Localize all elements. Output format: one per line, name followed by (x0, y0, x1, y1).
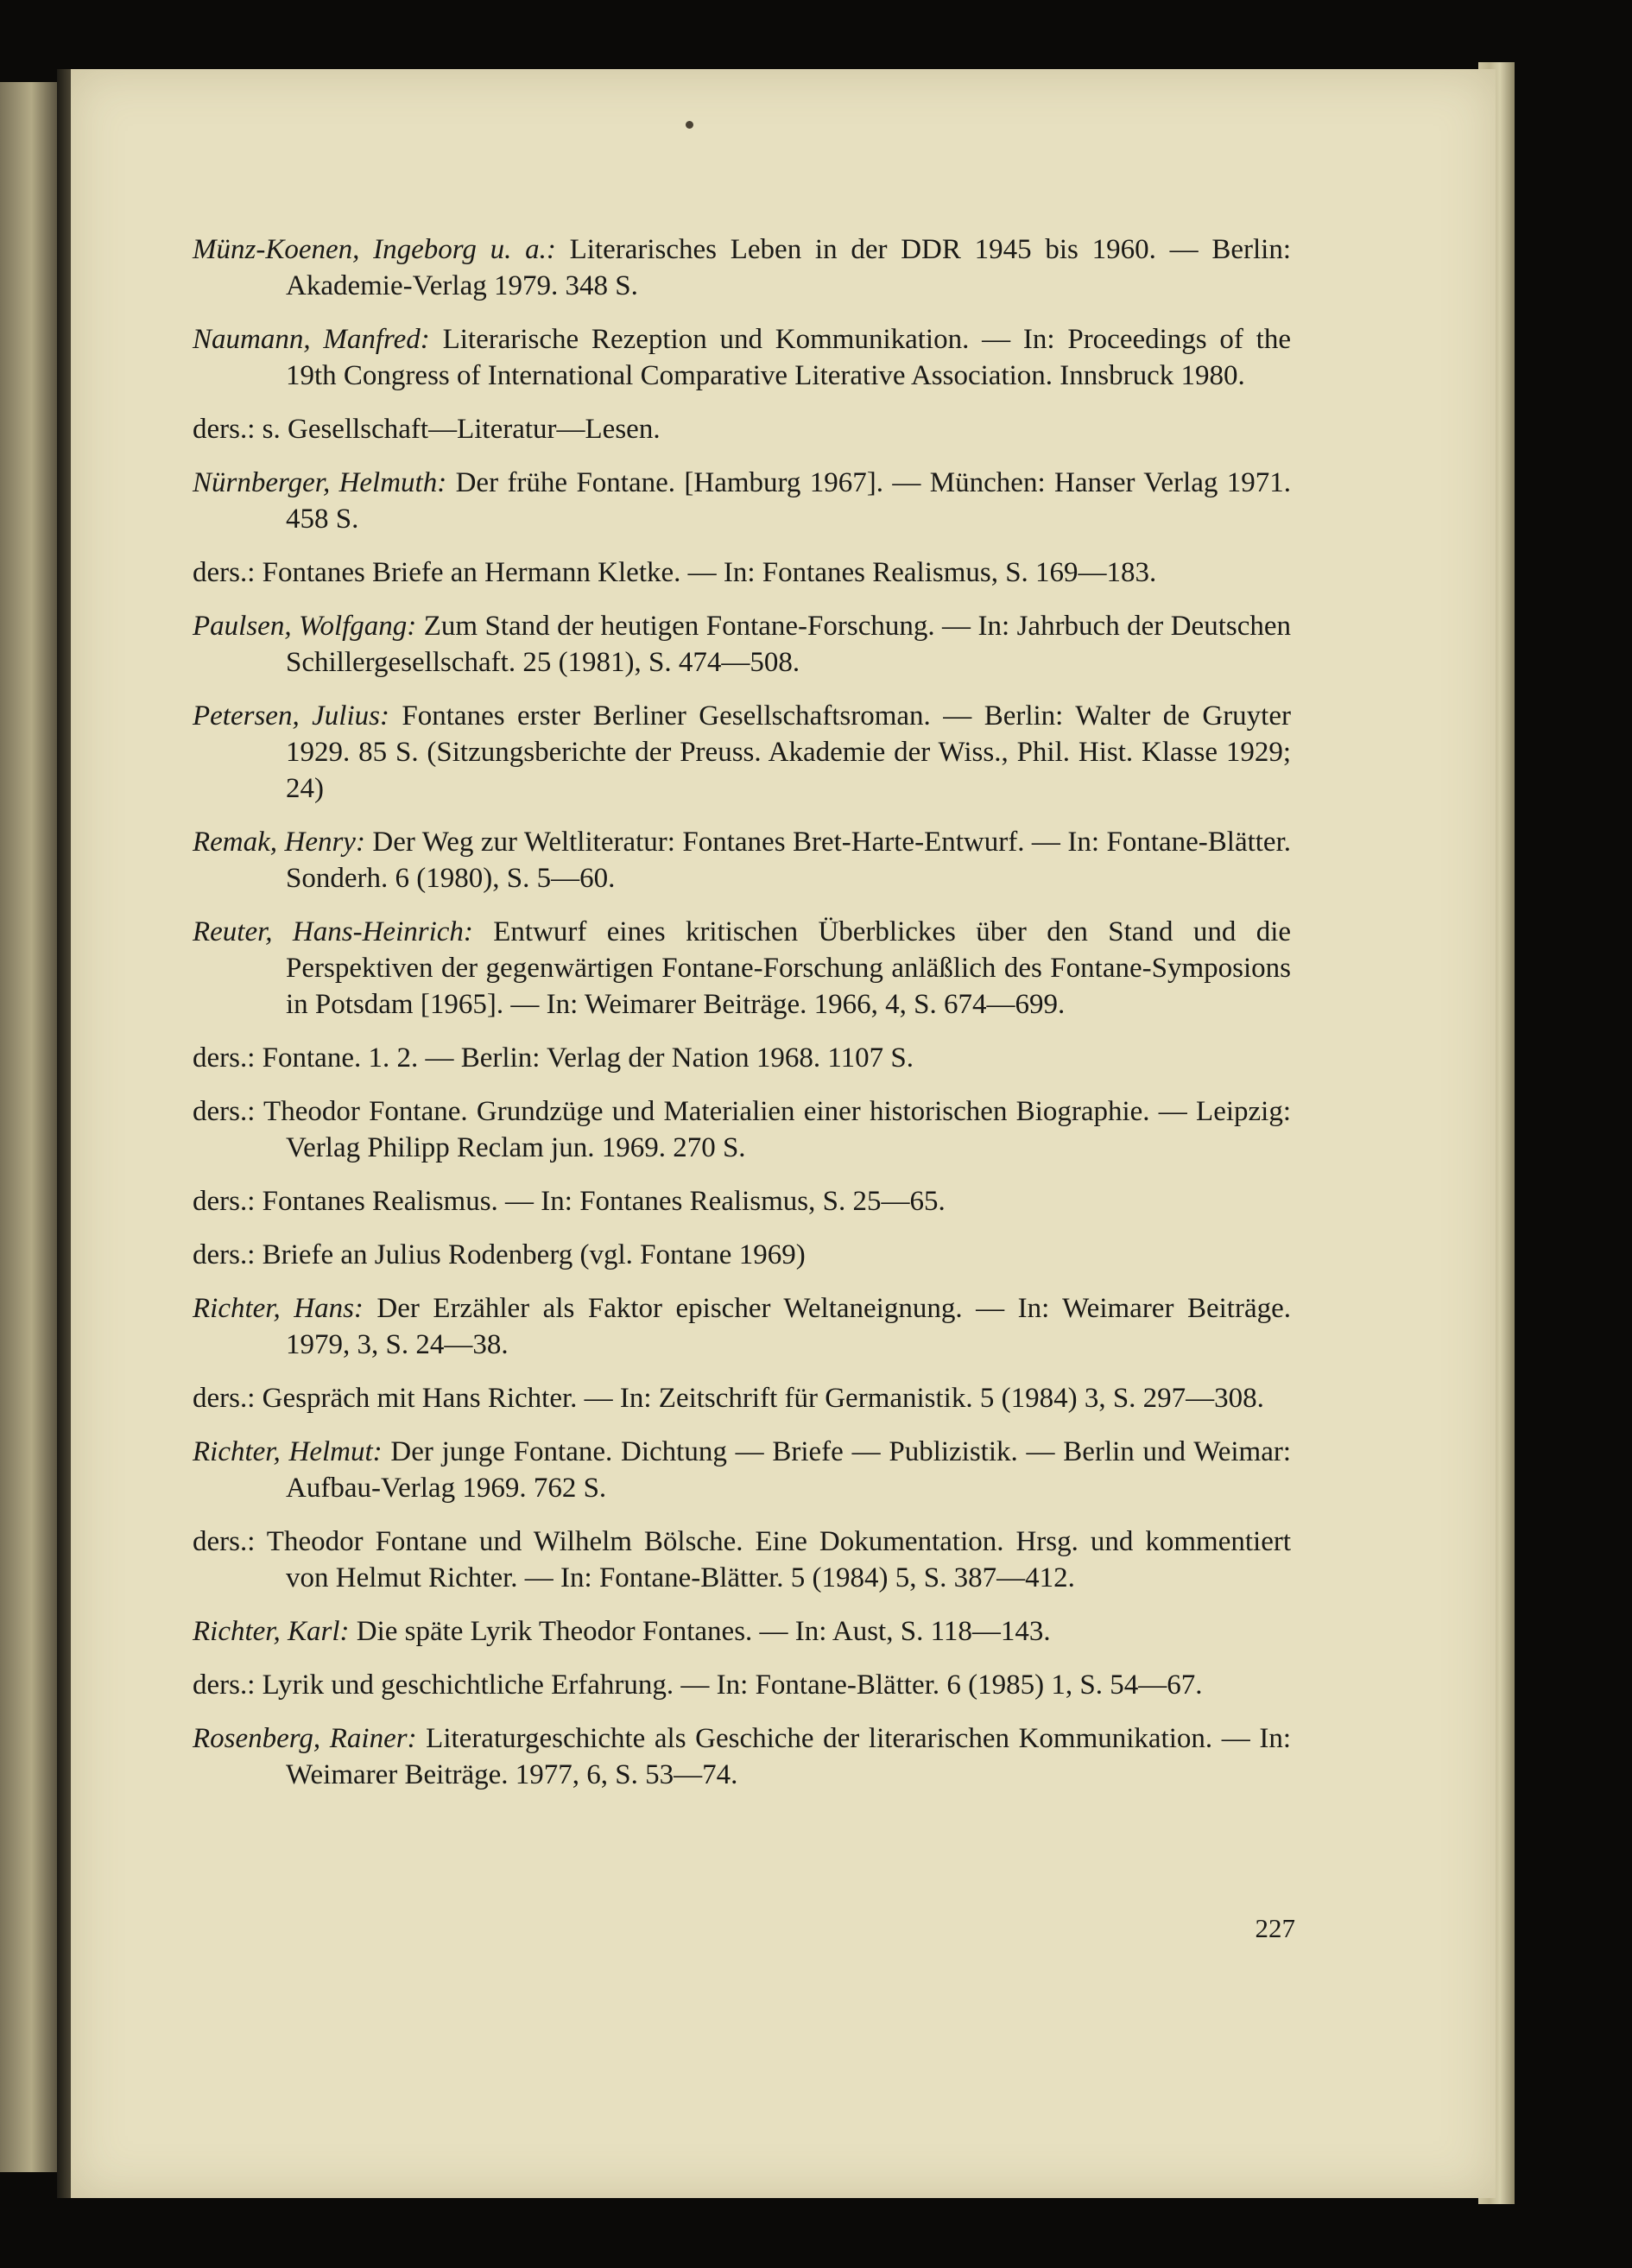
bibliography-entry (193, 1613, 1291, 1650)
bibliography-entry (193, 1434, 1291, 1506)
entry-text: Literarisches Leben in der DDR 1945 bis 1960. — Berlin: Akademie-Verlag 1979. 348 S. (286, 234, 1291, 301)
entry-author: Richter, Hans: (193, 1293, 364, 1324)
bibliography-entry (193, 1237, 1291, 1273)
entry-text: ders.: Gespräch mit Hans Richter. — In: Zeitschrift für Germanistik. 5 (1984) 3, S. 297—308. (193, 1383, 1264, 1414)
entry-text: ders.: Lyrik und geschichtliche Erfahrung. — In: Fontane-Blätter. 6 (1985) 1, S. 54—67. (193, 1669, 1203, 1701)
entry-author: Remak, Henry: (193, 827, 365, 858)
entry-text: Der Erzähler als Faktor epischer Weltaneignung. — In: Weimarer Beiträge. 1979, 3, S. 24—38. (286, 1293, 1291, 1360)
bibliography-list (193, 231, 1291, 1810)
entry-text: Zum Stand der heutigen Fontane-Forschung. — In: Jahrbuch der Deutschen Schillergesellschaft. 25 (1981), S. 474—508. (286, 611, 1291, 678)
entry-author: Richter, Helmut: (193, 1436, 383, 1467)
entry-text: Der Weg zur Weltliteratur: Fontanes Bret-Harte-Entwurf. — In: Fontane-Blätter. Sonderh. 6 (1980), S. 5—60. (286, 827, 1291, 894)
bibliography-entry (193, 411, 1291, 447)
entry-text: Fontanes erster Berliner Gesellschaftsroman. — Berlin: Walter de Gruyter 1929. 85 S. (Sitzungsberichte der Preuss. Akademie der Wiss., Phil. Hist. Klasse 1929; 24) (286, 700, 1291, 804)
entry-text: ders.: Fontanes Briefe an Hermann Kletke. — In: Fontanes Realismus, S. 169—183. (193, 557, 1157, 588)
entry-author: Naumann, Manfred: (193, 324, 430, 355)
entry-author: Nürnberger, Helmuth: (193, 467, 447, 498)
entry-text: ders.: s. Gesellschaft—Literatur—Lesen. (193, 414, 661, 445)
entry-author: Petersen, Julius: (193, 700, 389, 732)
left-page-edge (0, 82, 57, 2172)
bibliography-entry (193, 321, 1291, 394)
bibliography-entry (193, 608, 1291, 681)
bibliography-entry (193, 824, 1291, 896)
entry-text: Literaturgeschichte als Geschiche der literarischen Kommunikation. — In: Weimarer Beiträge. 1977, 6, S. 53—74. (286, 1723, 1291, 1790)
entry-text: Der frühe Fontane. [Hamburg 1967]. — München: Hanser Verlag 1971. 458 S. (286, 467, 1291, 535)
bibliography-entry (193, 1093, 1291, 1166)
entry-text: Die späte Lyrik Theodor Fontanes. — In: Aust, S. 118—143. (349, 1616, 1051, 1647)
entry-text: ders.: Theodor Fontane. Grundzüge und Materialien einer historischen Biographie. — Leipzig: Verlag Philipp Reclam jun. 1969. 270 S. (193, 1096, 1291, 1163)
entry-author: Paulsen, Wolfgang: (193, 611, 417, 642)
bibliography-entry (193, 1524, 1291, 1596)
bibliography-entry (193, 231, 1291, 304)
ink-speck (686, 121, 693, 129)
bibliography-entry (193, 1183, 1291, 1220)
page-number: 227 (1255, 1913, 1295, 1943)
bibliography-entry (193, 1040, 1291, 1076)
bibliography-entry (193, 1720, 1291, 1793)
entry-text: Der junge Fontane. Dichtung — Briefe — Publizistik. — Berlin und Weimar: Aufbau-Verlag 1969. 762 S. (286, 1436, 1292, 1504)
entry-text: ders.: Fontane. 1. 2. — Berlin: Verlag der Nation 1968. 1107 S. (193, 1042, 914, 1074)
bibliography-entry (193, 465, 1291, 537)
entry-text: ders.: Fontanes Realismus. — In: Fontanes Realismus, S. 25—65. (193, 1186, 946, 1217)
bibliography-entry (193, 1290, 1291, 1363)
entry-text: Literarische Rezeption und Kommunikation. — In: Proceedings of the 19th Congress of International Comparative Literative Association. Innsbruck 1980. (286, 324, 1292, 391)
entry-author: Reuter, Hans-Heinrich: (193, 916, 473, 947)
entry-author: Rosenberg, Rainer: (193, 1723, 417, 1754)
entry-text: ders.: Briefe an Julius Rodenberg (vgl. Fontane 1969) (193, 1239, 806, 1270)
bibliography-entry (193, 1667, 1291, 1703)
bibliography-entry (193, 1380, 1291, 1416)
entry-author: Richter, Karl: (193, 1616, 350, 1647)
entry-author: Münz-Koenen, Ingeborg u. a.: (193, 234, 556, 265)
bibliography-entry (193, 914, 1291, 1023)
bibliography-entry (193, 554, 1291, 591)
entry-text: Entwurf eines kritischen Überblickes über den Stand und die Perspektiven der gegenwärtigen Fontane-Forschung anläßlich des Fontane-Symposions in Potsdam [1965]. — In: Weimarer Beiträge. 1966, 4, S. 674—699. (286, 916, 1292, 1020)
bibliography-entry (193, 698, 1291, 807)
entry-text: ders.: Theodor Fontane und Wilhelm Bölsche. Eine Dokumentation. Hrsg. und kommentiert von Helmut Richter. — In: Fontane-Blätter. 5 (1984) 5, S. 387—412. (193, 1526, 1291, 1593)
